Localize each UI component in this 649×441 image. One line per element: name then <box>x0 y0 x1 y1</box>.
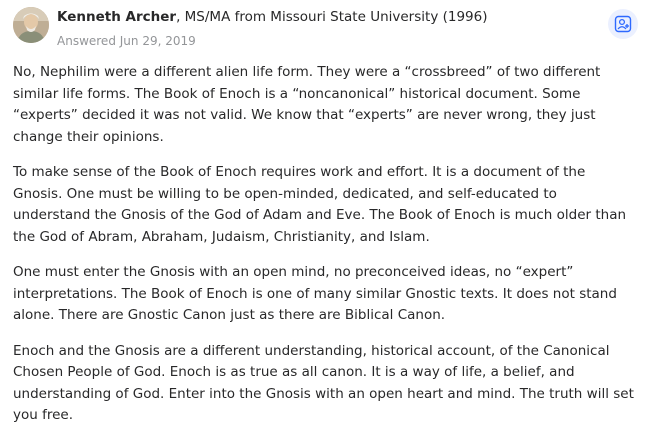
answer-paragraph: One must enter the Gnosis with an open mind, no preconceived ideas, no “expert” interpretations. The Book of Enoch is one of many similar Gnostic texts. It does not stand alone. There are Gnostic Canon just as there are Biblical Canon. <box>13 264 617 323</box>
user-photo-icon <box>13 7 49 43</box>
author-name[interactable]: Kenneth Archer <box>57 9 177 25</box>
person-add-icon <box>614 15 632 33</box>
answer-paragraph: No, Nephilim were a different alien life form. They were a “crossbreed” of two different similar life forms. The Book of Enoch is a “noncanonical” historical document. Some “experts” decided it was not valid. We know that “experts” are never wrong, they just change their opinions. <box>13 64 601 145</box>
answer-header <box>13 7 638 47</box>
answer-paragraph: To make sense of the Book of Enoch requires work and effort. It is a document of the Gnosis. One must be willing to be open-minded, dedicated, and self-educated to understand the Gnosis of the God of Adam and Eve. The Book of Enoch is much older than the God of Abram, Abraham, Judaism, Christianity, and Islam. <box>13 164 627 245</box>
author-line <box>57 8 487 27</box>
author-meta <box>57 8 487 50</box>
follow-author-button[interactable] <box>608 9 638 39</box>
author-avatar[interactable] <box>13 7 49 43</box>
answer-body <box>13 62 638 441</box>
author-credential[interactable]: MS/MA from Missouri State University (1996) <box>184 9 488 25</box>
answer-paragraph: Enoch and the Gnosis are a different understanding, historical account, of the Canonical Chosen People of God. Enoch is as true as all canon. It is a way of life, a belief, and understanding of God. Enter into the Gnosis with an open heart and mind. The truth will set you free. <box>13 342 634 423</box>
answered-date[interactable]: Answered Jun 29, 2019 <box>57 34 196 48</box>
credential-separator: , <box>176 9 185 25</box>
